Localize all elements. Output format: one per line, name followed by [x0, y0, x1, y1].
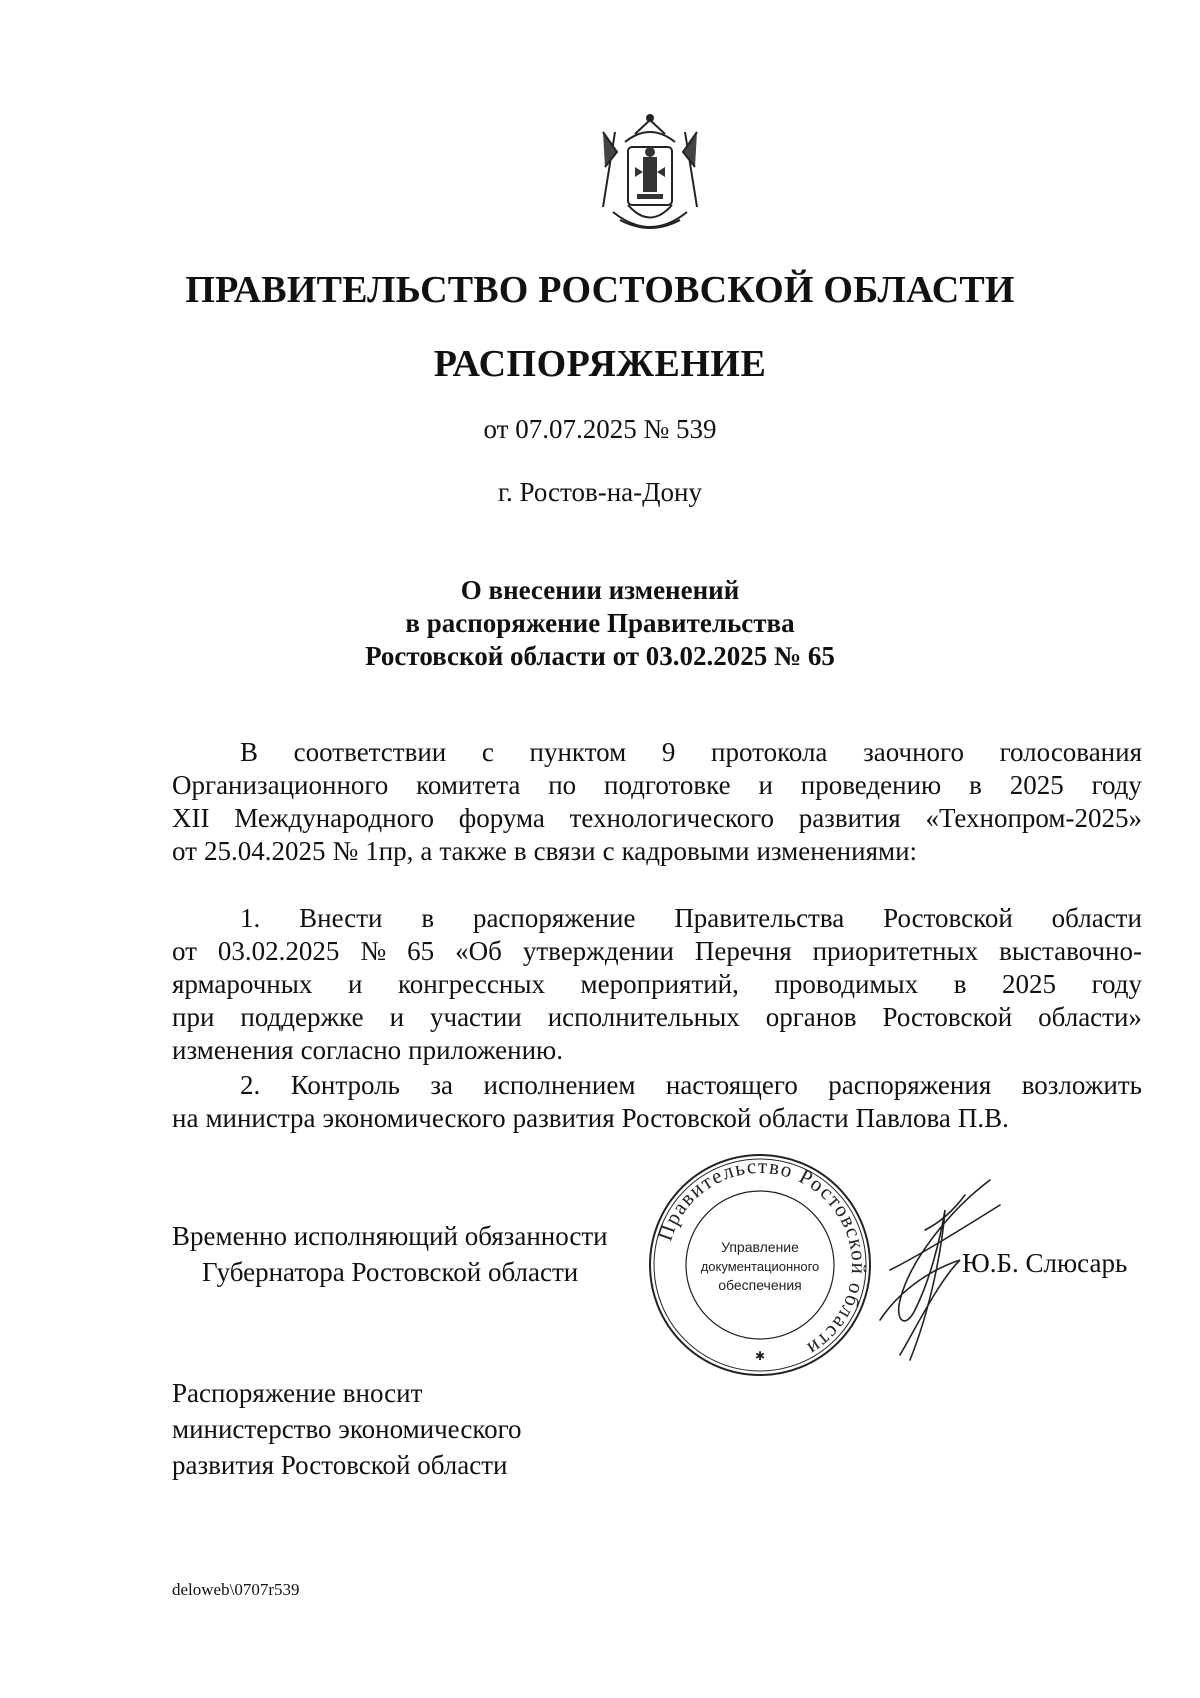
justified-line: [172, 736, 1142, 769]
file-reference: deloweb\0707r539: [172, 1580, 300, 1599]
word: участии: [429, 1002, 522, 1032]
word: заочного: [863, 737, 964, 767]
word: от: [172, 936, 197, 966]
word: Ростовской: [621, 1103, 752, 1133]
word: поддержке: [240, 1002, 364, 1032]
word: изменения: [172, 1035, 294, 1065]
word: 9: [661, 737, 676, 767]
word: с: [481, 737, 494, 767]
seal-star-icon: ✱: [754, 1349, 766, 1363]
word: мероприятий,: [580, 969, 739, 999]
subject-line: в распоряжение Правительства: [405, 608, 795, 638]
word: В: [240, 737, 259, 767]
word: в: [953, 969, 967, 999]
document-type: РАСПОРЯЖЕНИЕ: [433, 343, 767, 385]
submitter-line: развития Ростовской области: [172, 1450, 508, 1480]
justified-line: [172, 1069, 1142, 1102]
word: в: [421, 903, 435, 933]
word: Контроль: [290, 1070, 400, 1100]
word: и: [389, 1002, 405, 1032]
word: голосования: [999, 737, 1142, 767]
word: в: [513, 836, 527, 866]
signer-name: Ю.Б. Слюсарь: [962, 1248, 1128, 1278]
word: протокола: [711, 737, 828, 767]
organization-name: ПРАВИТЕЛЬСТВО РОСТОВСКОЙ ОБЛАСТИ: [185, 269, 1015, 311]
seal-center-line: Управление: [721, 1239, 799, 1255]
submitter-line: Распоряжение вносит: [172, 1378, 423, 1408]
word: Организационного: [172, 770, 389, 800]
word: возложить: [1021, 1070, 1142, 1100]
word: 1пр,: [365, 836, 414, 866]
word: изменениями:: [756, 836, 918, 866]
word: и: [347, 969, 363, 999]
word: и: [758, 770, 773, 800]
signer-position: [172, 1218, 608, 1290]
coat-of-arms-emblem: [595, 112, 705, 242]
word: утверждении: [522, 936, 674, 966]
word: Международного: [234, 803, 434, 833]
seal-center-line: документационного: [700, 1259, 820, 1274]
word: П.В.: [957, 1103, 1009, 1133]
seal-ring-text: [653, 1154, 872, 1362]
word: кадровыми: [621, 836, 750, 866]
word: Ростовской: [882, 1002, 1013, 1032]
justified-line: [172, 968, 1142, 1001]
word: развития: [512, 1103, 615, 1133]
word: 03.02.2025: [217, 936, 340, 966]
word: при: [172, 1002, 215, 1032]
word: за: [430, 1070, 454, 1100]
word: а: [420, 836, 433, 866]
item-1-paragraph: [172, 902, 1142, 1067]
justified-line: [172, 935, 1142, 968]
word: приложению.: [408, 1035, 563, 1065]
city: г. Ростов-на-Дону: [497, 477, 702, 507]
word: области: [758, 1103, 849, 1133]
word: области»: [1038, 1002, 1142, 1032]
word: конгрессных: [397, 969, 545, 999]
document-subject: [170, 574, 1030, 673]
word: экономического: [322, 1103, 506, 1133]
word: XII: [172, 803, 210, 833]
word: согласно: [300, 1035, 402, 1065]
word: Внести: [299, 903, 383, 933]
word: году: [1091, 969, 1142, 999]
word: форума: [458, 803, 545, 833]
word: приоритетных: [812, 936, 979, 966]
justified-line: [172, 902, 1142, 935]
word: на: [172, 1103, 199, 1133]
submitter-block: [172, 1375, 521, 1483]
word: «Технопром-2025»: [925, 803, 1142, 833]
word: подготовке: [604, 770, 731, 800]
word: Правительства: [674, 903, 845, 933]
word: с: [602, 836, 615, 866]
word: 1.: [240, 903, 261, 933]
justified-line: [172, 1102, 1142, 1135]
official-seal: [645, 1150, 875, 1380]
word: «Об: [455, 936, 502, 966]
word: №: [360, 936, 387, 966]
signer-position-line: Губернатора Ростовской области: [202, 1257, 579, 1287]
word: распоряжения: [828, 1070, 992, 1100]
word: выставочно-: [999, 936, 1142, 966]
submitter-line: министерство экономического: [172, 1414, 522, 1444]
word: исполнением: [483, 1070, 636, 1100]
word: Павлова: [855, 1103, 951, 1133]
word: №: [332, 836, 359, 866]
word: области: [1051, 903, 1142, 933]
word: органов: [765, 1002, 857, 1032]
word: в: [969, 770, 982, 800]
coat-of-arms-icon: [595, 112, 705, 242]
word: распоряжение: [472, 903, 636, 933]
seal-center-line: обеспечения: [718, 1277, 802, 1293]
intro-paragraph: [172, 736, 1142, 868]
word: комитета: [416, 770, 521, 800]
word: 2025: [1009, 770, 1064, 800]
word: 65: [407, 936, 435, 966]
word: пунктом: [529, 737, 627, 767]
item-2-paragraph: [172, 1069, 1142, 1135]
word: Перечня: [694, 936, 792, 966]
word: по: [548, 770, 577, 800]
word: развития: [798, 803, 901, 833]
justified-line: [172, 1034, 1142, 1067]
word: настоящего: [665, 1070, 798, 1100]
word: 2025: [1002, 969, 1057, 999]
word: ярмарочных: [172, 969, 313, 999]
word: Ростовской: [883, 903, 1013, 933]
word: соответствии: [293, 737, 447, 767]
word: министра: [205, 1103, 316, 1133]
justified-line: [172, 1001, 1142, 1034]
word: проведению: [800, 770, 942, 800]
word: от: [172, 836, 197, 866]
word: исполнительных: [547, 1002, 740, 1032]
seal-ring-textpath: Правительство Ростовской области: [652, 1153, 872, 1362]
word: технологического: [569, 803, 774, 833]
word: проводимых: [774, 969, 919, 999]
justified-line: [172, 802, 1142, 835]
justified-line: [172, 835, 1142, 868]
signer-position-line: Временно исполняющий обязанности: [172, 1221, 608, 1251]
date-number: от 07.07.2025 № 539: [483, 414, 717, 444]
subject-line: Ростовской области от 03.02.2025 № 65: [365, 641, 835, 671]
word: 25.04.2025: [203, 836, 326, 866]
word: 2.: [240, 1070, 261, 1100]
word: также: [439, 836, 507, 866]
word: связи: [533, 836, 596, 866]
word: году: [1091, 770, 1142, 800]
justified-line: [172, 769, 1142, 802]
subject-line: О внесении изменений: [460, 575, 740, 605]
